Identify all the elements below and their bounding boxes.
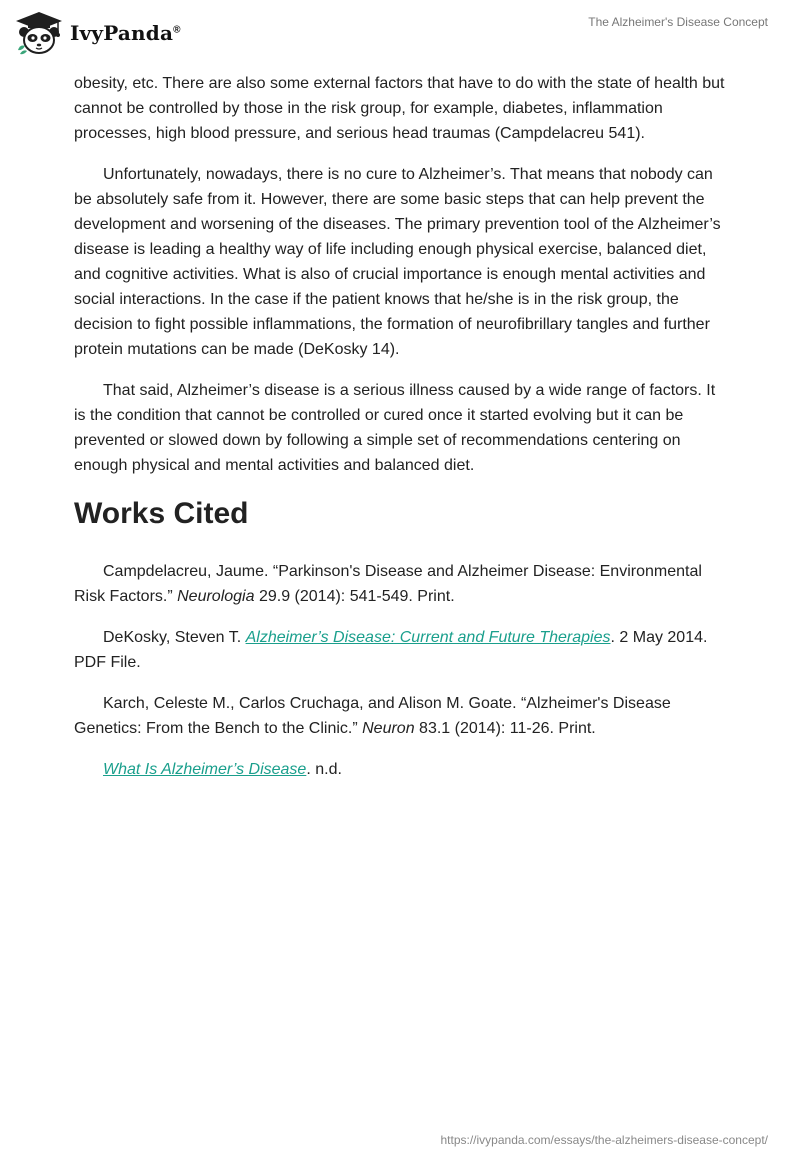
paragraph-continuation: obesity, etc. There are also some external factors that have to do with the state of health but cannot be controlled by those in the risk group, for example, diabetes, inflammation processes, high blood pressure, and serious head traumas (Campdelacreu 541).	[74, 75, 725, 142]
paragraph-prevention: Unfortunately, nowadays, there is no cure to Alzheimer’s. That means that nobody can be absolutely safe from it. However, there are some basic steps that can help prevent the development and worsening of the diseases. The primary prevention tool of the Alzheimer’s disease is leading a healthy way of life including enough physical exercise, balanced diet, and cognitive activities. What is also of crucial importance is enough mental activities and social interactions. In the case if the patient knows that he/she is in the risk group, the decision to fight possible inflammations, the formation of neurofibrillary tangles and further protein mutations can be made (DeKosky 14).	[74, 166, 721, 358]
document-title: The Alzheimer's Disease Concept	[588, 15, 768, 29]
logo-text: IvyPanda®	[70, 21, 181, 45]
paragraph-conclusion: That said, Alzheimer’s disease is a serious illness caused by a wide range of factors. It is the condition that cannot be controlled or cured once it started evolving but it can be prevented or slowed down by following a simple set of recommendations centering on enough physical and mental activities and balanced diet.	[74, 382, 716, 474]
citation-campdelacreu: Campdelacreu, Jaume. “Parkinson's Disease and Alzheimer Disease: Environmental Risk Factors.” Neurologia 29.9 (2014): 541-549. Print.	[74, 563, 702, 605]
what-is-alzheimers-link[interactable]: What Is Alzheimer’s Disease	[103, 761, 307, 778]
citation-what-is-alzheimers: What Is Alzheimer’s Disease. n.d.	[103, 761, 342, 778]
essay-content	[74, 71, 726, 798]
dekosky-link[interactable]: Alzheimer’s Disease: Current and Future Therapies	[245, 629, 611, 646]
works-cited-heading: Works Cited	[74, 497, 249, 530]
logo[interactable]	[14, 8, 181, 58]
panda-graduate-icon	[14, 10, 64, 56]
citation-karch: Karch, Celeste M., Carlos Cruchaga, and Alison M. Goate. “Alzheimer's Disease Genetics: From the Bench to the Clinic.” Neuron 83.1 (2014): 11-26. Print.	[74, 695, 671, 737]
citation-dekosky: DeKosky, Steven T. Alzheimer’s Disease: Current and Future Therapies. 2 May 2014. PDF File.	[74, 629, 708, 671]
footer-url[interactable]: https://ivypanda.com/essays/the-alzheimers-disease-concept/	[440, 1133, 768, 1147]
